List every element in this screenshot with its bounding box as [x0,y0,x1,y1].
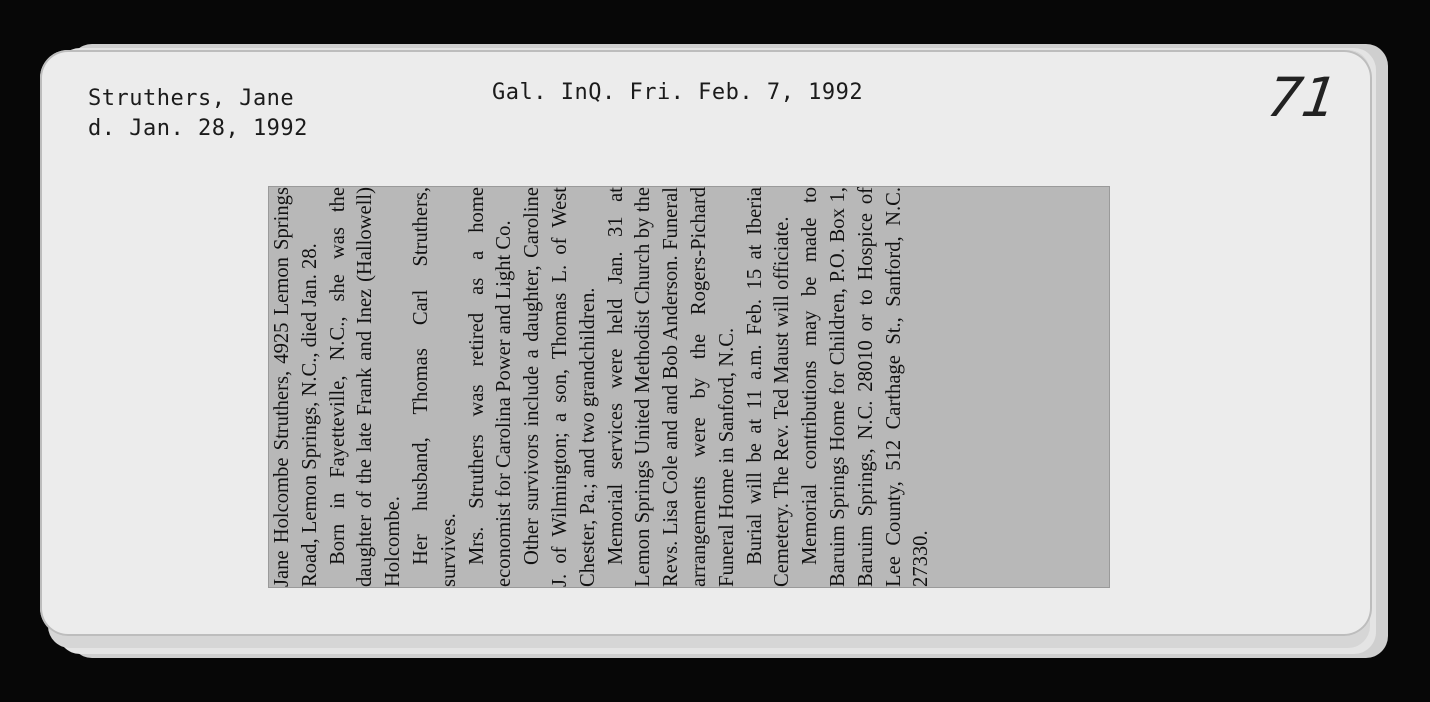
deceased-name: Struthers, Jane [88,86,295,111]
obituary-paragraph: Burial will be at 11 a.m. Feb. 15 at Iberia Cemetery. The Rev. Ted Maust will officiate. [743,187,794,587]
obituary-text [269,187,1109,587]
obituary-clipping [268,186,1110,588]
obituary-paragraph: Jane Holcombe Struthers, 4925 Lemon Springs Road, Lemon Springs, N.C., died Jan. 28. [271,187,321,587]
obituary-paragraph: Memorial contributions may be made to Baruim Springs Home for Children, P.O. Box 1, Baruim Springs, N.C. 28010 or to Hospice of Lee County, 512 Carthage St., Sanford, N.C. 27330. [799,187,933,587]
obituary-paragraph: Born in Fayetteville, N.C., she was the daughter of the late Frank and Inez (Hallowell) Holcombe. [326,187,405,587]
obituary-paragraph: Other survivors include a daughter, Caroline J. of Wilmington; a son, Thomas L. of West Chester, Pa.; and two grandchildren. [521,187,599,587]
obituary-paragraph: Mrs. Struthers was retired as a home economist for Carolina Power and Light Co. [465,187,516,587]
card-number: 71 [1263,66,1342,129]
source-citation: Gal. InQ. Fri. Feb. 7, 1992 [492,80,864,105]
obituary-paragraph: Her husband, Thomas Carl Struthers, survives. [409,187,460,587]
death-date: d. Jan. 28, 1992 [88,116,308,141]
obituary-paragraph: Memorial services were held Jan. 31 at Lemon Springs United Methodist Church by the Revs. Lisa Cole and and Bob Anderson. Funeral arrangements were by the Rogers-Pichard Funeral Home in Sanford, N.C. [604,187,738,587]
